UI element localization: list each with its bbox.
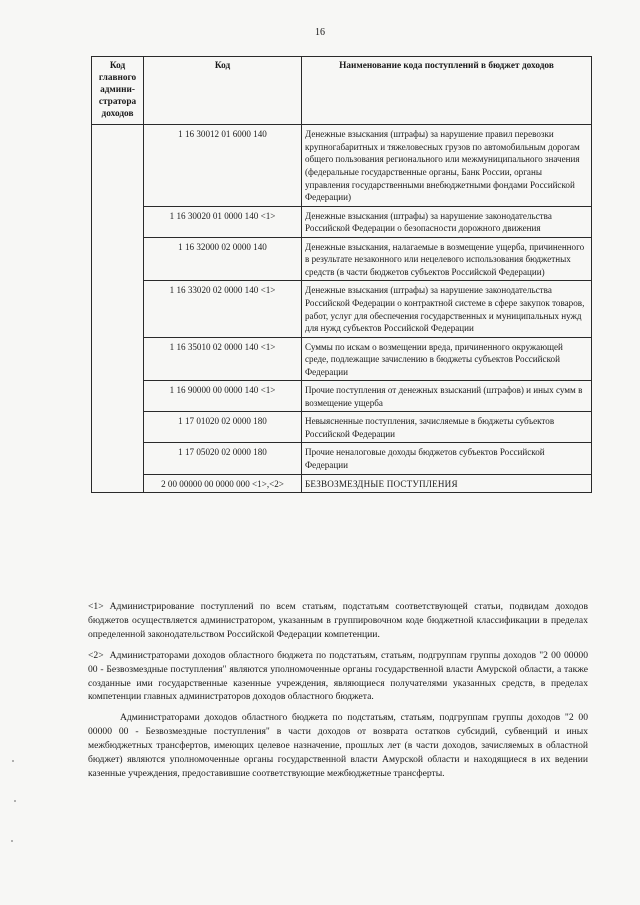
revenue-name-cell: Денежные взыскания (штрафы) за нарушение законодательства Российской Федерации о безопасности дорожного движения: [302, 206, 592, 237]
revenue-code-cell: 1 16 32000 02 0000 140: [144, 237, 302, 281]
footnote-marker: <2>: [88, 649, 104, 661]
table-row: [92, 206, 592, 237]
revenue-code-cell: 2 00 00000 00 0000 000 <1>,<2>: [144, 474, 302, 493]
revenue-code-cell: 1 17 01020 02 0000 180: [144, 412, 302, 443]
page-number: 16: [315, 27, 325, 38]
table-row: [92, 125, 592, 206]
admin-code-cell: [92, 125, 144, 206]
revenue-name-cell: БЕЗВОЗМЕЗДНЫЕ ПОСТУПЛЕНИЯ: [302, 474, 592, 493]
footnotes: [88, 600, 588, 788]
table-row: [92, 443, 592, 474]
header-code: Код: [144, 57, 302, 125]
scan-speck: [14, 800, 16, 802]
table-header-row: [92, 57, 592, 125]
admin-code-cell: [92, 381, 144, 412]
revenue-name-cell: Суммы по искам о возмещении вреда, причиненного окружающей среде, подлежащие зачислению в бюджеты субъектов Российской Федерации: [302, 337, 592, 381]
footnote-1: [88, 600, 588, 642]
revenue-code-cell: 1 17 05020 02 0000 180: [144, 443, 302, 474]
admin-code-cell: [92, 412, 144, 443]
table-row: [92, 474, 592, 493]
table-row: [92, 381, 592, 412]
revenue-name-cell: Денежные взыскания (штрафы) за нарушение правил перевозки крупногабаритных и тяжеловесных грузов по автомобильным дорогам общего пользования регионального или межмуниципального значения (федеральные государственные органы, Банк России, органы управления государственными внебюджетными фондами Российской Федерации): [302, 125, 592, 206]
footnote-3: [88, 711, 588, 781]
footnote-text: Администрирование поступлений по всем статьям, подстатьям соответствующей статьи, подвидам доходов бюджетов осуществляется администратором, указанным в группировочном коде бюджетной классификации в пределах определенной законодательством Российской Федерации компетенции.: [88, 601, 588, 640]
table-row: [92, 412, 592, 443]
admin-code-cell: [92, 474, 144, 493]
revenue-code-cell: 1 16 30020 01 0000 140 <1>: [144, 206, 302, 237]
revenue-code-cell: 1 16 35010 02 0000 140 <1>: [144, 337, 302, 381]
header-admin-code: Код главного админи-стратора доходов: [92, 57, 144, 125]
admin-code-cell: [92, 281, 144, 337]
footnote-marker: <1>: [88, 601, 104, 612]
admin-code-cell: [92, 237, 144, 281]
admin-code-cell: [92, 337, 144, 381]
revenue-code-cell: 1 16 33020 02 0000 140 <1>: [144, 281, 302, 337]
admin-code-cell: [92, 206, 144, 237]
footnote-2: [88, 649, 588, 705]
header-name: Наименование кода поступлений в бюджет доходов: [302, 57, 592, 125]
table-row: [92, 237, 592, 281]
footnote-text: Администраторами доходов областного бюджета по подстатьям, статьям, подгруппам группы доходов "2 00 00000 00 - Безвозмездные поступления" являются уполномоченные органы государственной власти Амурской области, а также созданные ими государственные казенные учреждения, являющиеся получателями указанных средств, в пределах компетенции главных администраторов доходов областного бюджета.: [88, 649, 588, 703]
table-row: [92, 337, 592, 381]
scan-speck: [11, 840, 13, 842]
revenue-name-cell: Денежные взыскания (штрафы) за нарушение законодательства Российской Федерации о контрактной системе в сфере закупок товаров, работ, услуг для обеспечения государственных и муниципальных нужд для нужд субъектов Российской Федерации: [302, 281, 592, 337]
revenue-codes-table: [91, 56, 592, 493]
revenue-code-cell: 1 16 90000 00 0000 140 <1>: [144, 381, 302, 412]
admin-code-cell: [92, 443, 144, 474]
table-row: [92, 281, 592, 337]
revenue-name-cell: Прочие поступления от денежных взысканий (штрафов) и иных сумм в возмещение ущерба: [302, 381, 592, 412]
footnote-text: Администраторами доходов областного бюджета по подстатьям, статьям, подгруппам группы доходов "2 00 00000 00 - Безвозмездные поступления" в части доходов от возврата остатков субсидий, субвенций и иных межбюджетных трансфертов, имеющих целевое назначение, прошлых лет (в части доходов, зачисляемых в областной бюджет) являются уполномоченные органы государственной власти Амурской области и находящиеся в их ведении казенные учреждения, предоставившие соответствующие межбюджетные трансферты.: [88, 712, 588, 779]
revenue-name-cell: Прочие неналоговые доходы бюджетов субъектов Российской Федерации: [302, 443, 592, 474]
revenue-code-cell: 1 16 30012 01 6000 140: [144, 125, 302, 206]
scan-speck: [12, 760, 14, 762]
revenue-name-cell: Денежные взыскания, налагаемые в возмещение ущерба, причиненного в результате незаконного или нецелевого использования бюджетных средств (в части бюджетов субъектов Российской Федерации): [302, 237, 592, 281]
revenue-name-cell: Невыясненные поступления, зачисляемые в бюджеты субъектов Российской Федерации: [302, 412, 592, 443]
